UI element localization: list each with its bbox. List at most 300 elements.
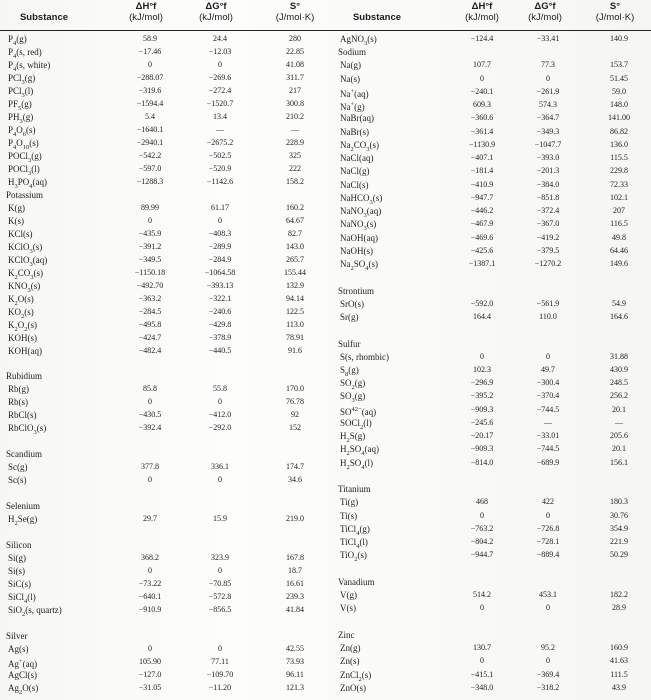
left-value-s: 210.2 (286, 111, 304, 121)
right-substance-name: ZnO(s) (340, 682, 366, 693)
left-value-dh: 29.7 (143, 514, 157, 524)
left-value-dg: −70.85 (208, 579, 232, 589)
left-value-s: 121.3 (286, 683, 304, 693)
left-value-dg: 15.9 (213, 514, 227, 524)
right-substance-name: NaCl(s) (340, 179, 369, 190)
right-value-s: 59.0 (612, 86, 626, 96)
left-value-s: 82.7 (288, 228, 302, 238)
left-substance-name: AgCl(s) (8, 670, 37, 681)
left-substance-name: KOH(s) (8, 332, 37, 343)
left-value-s: 22.85 (286, 46, 304, 56)
left-substance-name: Ag+(aq) (8, 658, 38, 670)
right-value-s: 149.6 (610, 259, 628, 269)
right-value-dg: 574.3 (539, 100, 557, 110)
left-value-dg: −408.3 (208, 228, 232, 238)
left-group-heading: Potassium (6, 189, 44, 200)
left-group-heading: Scandium (6, 449, 42, 460)
right-value-dg: −851.8 (536, 192, 560, 202)
right-substance-name: $S_8(g)$ (340, 365, 359, 378)
right-substance-name: $H_2SO_4(aq)$ (340, 444, 380, 458)
right-substance-name: S(s, rhombic) (340, 351, 389, 362)
left-value-dh: −288.07 (136, 72, 164, 82)
right-value-dh: −909.3 (470, 404, 494, 414)
right-value-s: 41.63 (610, 656, 628, 666)
right-substance-name: Zn(s) (340, 656, 360, 667)
right-value-dg: −318.2 (536, 682, 560, 692)
left-value-dh: −1640.1 (136, 124, 164, 134)
right-value-s: 430.9 (610, 365, 628, 374)
left-substance-name: PCl$_3$(l) (8, 85, 34, 99)
right-value-dh: 609.3 (473, 100, 491, 110)
right-substance-name: Ti(s) (340, 510, 358, 521)
left-substance-name: Rb(g) (8, 384, 29, 395)
left-value-s: 41.08 (286, 59, 304, 69)
right-value-s: 50.29 (610, 550, 628, 560)
left-value-s: 222 (289, 163, 301, 173)
left-group-heading: Silicon (6, 540, 32, 551)
right-value-dh: −407.1 (470, 153, 494, 163)
right-group-heading: Strontium (338, 285, 375, 296)
left-substance-name: $P_4(s$, red) (8, 46, 42, 60)
right-substance-name: $H_2S(g)$ (340, 431, 366, 444)
right-value-dg: 422 (542, 497, 554, 507)
left-group-heading: Selenium (6, 501, 40, 512)
left-value-dh: 0 (148, 566, 152, 576)
left-substance-name: $H_2Se(g)$ (8, 514, 38, 528)
right-value-dg: 0 (546, 603, 550, 613)
right-value-dg: −384.0 (536, 179, 560, 189)
right-substance-name: NaOH(aq) (340, 232, 378, 243)
right-group-heading: Sodium (338, 47, 367, 58)
left-substance-name: $P_4(s$, white) (8, 59, 51, 73)
right-value-dh: 0 (480, 351, 484, 361)
left-value-s: 325 (289, 150, 301, 160)
right-value-dh: −947.7 (470, 192, 494, 202)
left-value-dg: −378.9 (208, 332, 232, 342)
left-substance-name: $PF_5(g)$ (8, 98, 32, 112)
left-value-dg: 336.1 (211, 462, 229, 472)
right-substance-name: Na(g) (340, 60, 361, 71)
left-substance-name: SiC(s) (8, 579, 32, 590)
left-substance-name: SiO$_2$(s, quartz) (8, 605, 62, 618)
left-value-dh: 0 (148, 215, 152, 225)
left-value-dg: −284.9 (208, 254, 232, 264)
right-value-dg: −33.41 (536, 34, 560, 43)
right-value-dh: −763.2 (470, 523, 494, 533)
right-substance-name: NaOH(s) (340, 245, 373, 256)
right-value-dh: −592.0 (470, 298, 494, 308)
table-header (0, 0, 651, 31)
right-substance-name: TiCl$_4$(l) (340, 537, 368, 550)
right-value-s: 354.9 (610, 523, 628, 533)
right-value-dg: 77.3 (541, 60, 555, 70)
left-substance-name: Si(g) (8, 553, 26, 564)
right-value-s: 229.8 (610, 166, 628, 176)
left-group-heading: Rubidium (6, 371, 43, 382)
right-substance-name: $SO_3(g)$ (340, 391, 366, 405)
right-value-dh: 514.2 (473, 590, 491, 600)
left-value-dg: 55.8 (213, 384, 227, 394)
left-substance-name: Si(s) (8, 566, 26, 577)
substance-header-left: Substance (19, 12, 69, 23)
left-value-dg: −11.20 (208, 683, 232, 693)
right-value-s: 30.76 (610, 510, 628, 520)
left-value-dh: 368.2 (141, 553, 159, 563)
left-value-s: 76.78 (286, 397, 304, 407)
right-value-dg: −349.3 (536, 126, 560, 136)
left-substance-name: RbCl(s) (8, 410, 37, 421)
right-value-s: 51.45 (610, 73, 628, 83)
right-value-s: 207 (613, 206, 625, 216)
left-value-dg: 13.4 (213, 111, 227, 121)
left-substance-name: $H_3PO_4(aq)$ (8, 176, 48, 190)
left-value-s: 41.84 (286, 605, 304, 615)
left-value-dg: 0 (218, 566, 222, 576)
right-substance-name: V(g) (340, 590, 357, 601)
right-value-dh: 107.7 (473, 60, 491, 70)
left-group-heading: Silver (6, 631, 28, 642)
left-value-dh: −430.5 (138, 410, 162, 420)
right-group-heading: Vanadium (338, 576, 375, 587)
left-value-dh: 58.9 (143, 34, 157, 43)
left-value-s: 64.67 (286, 215, 304, 225)
right-substance-name: $SO_2(g)$ (340, 378, 366, 392)
left-value-dg: −240.6 (208, 306, 232, 316)
right-value-dh: −469.6 (470, 232, 494, 242)
left-value-s: 170.0 (286, 384, 304, 394)
right-value-dg: −393.0 (536, 153, 560, 163)
right-substance-name: TiO$_2$(s) (340, 550, 367, 564)
left-value-dh: −1150.18 (134, 267, 166, 277)
left-value-dh: −319.6 (138, 85, 162, 95)
left-value-dg: 0 (218, 644, 222, 654)
left-value-dg: −1064.58 (204, 267, 236, 277)
left-substance-name: $K_2O(s)$ (8, 293, 34, 307)
right-value-s: 182.2 (610, 590, 628, 600)
left-value-s: 174.7 (286, 462, 304, 472)
left-value-dg: −12.03 (208, 46, 232, 56)
left-value-dh: −73.22 (138, 579, 162, 589)
left-value-dh: 89.99 (141, 202, 159, 212)
right-value-dg: −1047.7 (534, 139, 562, 149)
left-value-dg: −322.1 (208, 293, 232, 303)
left-value-s: 94.14 (286, 293, 304, 303)
right-value-s: 256.2 (610, 391, 628, 401)
right-substance-name: Na+(aq) (340, 87, 369, 99)
left-value-dg: 24.4 (213, 34, 227, 43)
right-value-s: 160.9 (610, 643, 628, 653)
right-value-dg: −561.9 (536, 298, 560, 308)
left-value-s: 92 (291, 410, 299, 420)
right-value-dg: −367.0 (536, 219, 560, 229)
left-value-dh: 0 (148, 475, 152, 485)
right-value-dh: 468 (476, 497, 488, 507)
left-value-dh: 85.8 (143, 384, 157, 394)
left-value-dg: −429.8 (208, 319, 232, 329)
left-value-dh: 0 (148, 644, 152, 654)
left-value-dh: 0 (148, 59, 152, 69)
right-value-s: 115.5 (610, 153, 628, 163)
right-value-s: 31.88 (610, 351, 628, 361)
left-value-s: 18.7 (288, 566, 302, 576)
right-value-s: 205.6 (610, 431, 628, 441)
left-value-s: 155.44 (284, 267, 306, 277)
left-value-s: 280 (289, 34, 301, 43)
right-value-dg: — (544, 417, 552, 427)
left-value-s: — (291, 124, 299, 134)
left-value-dh: −31.05 (138, 683, 162, 693)
left-substance-name: $K_2CO_3(s)$ (8, 267, 44, 281)
left-substance-name: Sc(g) (8, 462, 28, 473)
right-substance-name: NaCl(g) (340, 166, 370, 177)
right-value-dg: −744.5 (536, 444, 560, 454)
left-value-s: 217 (289, 85, 301, 95)
left-substance-name: $PH_3(g)$ (8, 111, 34, 125)
left-value-dh: −349.5 (138, 254, 162, 264)
left-value-dg: — (216, 124, 224, 134)
right-value-dh: −410.9 (470, 179, 494, 189)
right-value-dg: −201.3 (536, 166, 560, 176)
left-substance-name: POCl$_3$(l) (8, 163, 40, 177)
left-value-s: 152 (289, 423, 301, 433)
right-value-s: 49.8 (612, 232, 626, 242)
right-value-dg: −744.5 (536, 404, 560, 414)
left-value-s: 228.9 (286, 137, 304, 147)
right-group-heading: Titanium (338, 484, 371, 495)
right-value-s: 20.1 (612, 444, 626, 454)
left-substance-name: POCl$_3$(g) (8, 150, 42, 164)
left-substance-name: $KO_2(s)$ (8, 306, 34, 320)
right-value-dh: 164.4 (473, 312, 491, 322)
left-value-dg: 0 (218, 215, 222, 225)
left-value-dg: −520.9 (208, 163, 232, 173)
right-substance-name: Na(s) (340, 73, 360, 84)
right-value-s: 111.5 (610, 669, 628, 679)
left-value-dg: −289.9 (208, 241, 232, 251)
right-substance-name: ZnCl$_2$(s) (340, 669, 372, 683)
left-value-s: 42.55 (286, 644, 304, 654)
right-value-s: 64.46 (610, 245, 628, 255)
left-value-s: 78.91 (286, 332, 304, 342)
right-value-dh: −804.2 (470, 537, 494, 547)
right-value-s: 180.3 (610, 497, 628, 507)
left-value-dh: −127.0 (138, 670, 162, 680)
right-value-s: — (615, 417, 623, 427)
right-value-dh: −348.0 (470, 682, 494, 692)
left-value-s: 167.8 (286, 553, 304, 563)
left-value-dg: −393.13 (206, 280, 234, 290)
right-value-dg: −300.4 (536, 378, 560, 388)
right-substance-name: NaBr(s) (340, 126, 369, 137)
left-value-dg: −269.6 (208, 72, 232, 82)
left-value-dg: −2675.2 (206, 137, 234, 147)
right-value-dg: 49.7 (541, 365, 555, 374)
left-substance-name: K(s) (8, 215, 24, 226)
right-substance-name: AgNO$_3$(s) (340, 34, 377, 47)
left-value-dh: −495.8 (138, 319, 162, 329)
left-substance-name: $Ag_2O(s)$ (8, 683, 39, 696)
right-substance-name: $Na_2CO_3(s)$ (340, 139, 380, 153)
left-value-s: 132.9 (286, 280, 304, 290)
left-value-dg: −1142.6 (206, 176, 234, 186)
right-value-dh: −181.4 (470, 166, 494, 176)
left-value-s: 113.0 (286, 319, 304, 329)
left-value-dh: −492.70 (136, 280, 164, 290)
right-value-s: 86.82 (610, 126, 628, 136)
right-substance-name: $H_2SO_4(l)$ (340, 457, 374, 471)
left-value-dh: −597.0 (138, 163, 162, 173)
right-value-dg: −370.4 (536, 391, 560, 401)
left-substance-name: $K_2O_2(s)$ (8, 319, 37, 333)
right-value-s: 136.0 (610, 139, 628, 149)
left-value-dg: −412.0 (208, 410, 232, 420)
dg-header-left: ΔG°f (kJ/mol) (199, 1, 233, 23)
right-value-dg: −1270.2 (534, 259, 562, 269)
right-value-dg: 453.1 (539, 590, 557, 600)
right-value-dh: 0 (480, 603, 484, 613)
right-substance-name: NaNO$_3$(s) (340, 219, 377, 233)
left-value-s: 300.8 (286, 98, 304, 108)
right-substance-name: $SO^{42-}(aq)$ (340, 405, 377, 417)
left-value-dh: −2940.1 (136, 137, 164, 147)
right-value-dg: 0 (546, 510, 550, 520)
left-substance-name: Sc(s) (8, 475, 27, 486)
left-value-dg: 0 (218, 475, 222, 485)
right-value-s: 140.9 (610, 34, 628, 43)
left-substance-name: $P_4O_{10}(s)$ (8, 137, 39, 151)
dg-header-right: ΔG°f (kJ/mol) (528, 1, 562, 23)
left-value-s: 143.0 (286, 241, 304, 251)
left-value-dg: −502.5 (208, 150, 232, 160)
right-value-s: 153.7 (610, 60, 628, 70)
right-value-dg: 0 (546, 73, 550, 83)
left-value-dg: −109.70 (206, 670, 234, 680)
right-group-heading: Zinc (338, 629, 355, 640)
right-substance-name: Ti(g) (340, 497, 359, 508)
right-substance-name: SrO(s) (340, 298, 364, 309)
left-substance-name: PCl$_3$(g) (8, 72, 36, 86)
right-value-s: 156.1 (610, 457, 628, 467)
right-value-dh: 102.3 (473, 365, 491, 374)
right-substance-name: NaCl(aq) (340, 153, 374, 164)
substance-header-right: Substance (352, 12, 402, 23)
right-value-dg: −364.7 (536, 113, 560, 123)
left-substance-name: $P_4(g)$ (8, 34, 27, 47)
right-value-dh: 0 (480, 73, 484, 83)
left-value-dh: 105.90 (139, 657, 161, 667)
right-value-s: 148.0 (610, 100, 628, 110)
right-value-dg: 0 (546, 351, 550, 361)
left-value-dh: 0 (148, 397, 152, 407)
right-value-s: 72.33 (610, 179, 628, 189)
right-value-dh: −245.6 (470, 417, 494, 427)
left-value-dg: 323.9 (211, 553, 229, 563)
left-value-dh: −482.4 (138, 345, 162, 355)
right-value-dh: −1387.1 (468, 259, 496, 269)
left-substance-name: $KNO_3(s)$ (8, 280, 41, 294)
right-value-dh: −1130.9 (468, 139, 496, 149)
left-substance-name: K(g) (8, 202, 25, 213)
left-value-dh: 5.4 (145, 111, 155, 121)
right-value-s: 20.1 (612, 404, 626, 414)
left-substance-name: Rb(s) (8, 397, 28, 408)
left-substance-name: SiCl$_4$(l) (8, 592, 36, 605)
right-value-dh: −124.4 (470, 34, 494, 43)
left-value-dg: −272.4 (208, 85, 232, 95)
right-substance-name: TiCl$_4$(g) (340, 523, 370, 537)
right-value-s: 221.9 (610, 537, 628, 547)
left-value-dh: −363.2 (138, 293, 162, 303)
right-value-dh: −240.1 (470, 86, 494, 96)
right-value-s: 54.9 (612, 298, 626, 308)
left-substance-name: KOH(aq) (8, 345, 42, 356)
right-value-dg: −689.9 (536, 457, 560, 467)
right-substance-name: NaBr(aq) (340, 113, 374, 124)
left-value-s: 158.2 (286, 176, 304, 186)
left-value-dh: −392.4 (138, 423, 162, 433)
right-substance-name: V(s) (340, 603, 356, 614)
left-value-dh: −391.2 (138, 241, 162, 251)
right-substance-name: SOCl$_2$(l) (340, 417, 372, 431)
right-value-dg: −728.1 (536, 537, 560, 547)
s-header-left: S° (J/mol·K) (275, 1, 315, 23)
left-value-dg: −292.0 (208, 423, 232, 433)
left-substance-name: KClO$_3$(s) (8, 241, 43, 255)
left-value-dh: −424.7 (138, 332, 162, 342)
left-value-dg: 77.11 (211, 657, 229, 667)
left-substance-name: KCl(s) (8, 228, 33, 239)
right-value-dh: −360.6 (470, 113, 494, 123)
dh-header-right: ΔH°f (kJ/mol) (465, 1, 499, 23)
left-value-dg: 0 (218, 59, 222, 69)
right-value-dh: −415.1 (470, 669, 494, 679)
right-value-dg: 0 (546, 656, 550, 666)
right-value-s: 28.9 (612, 603, 626, 613)
left-value-dg: −856.5 (208, 605, 232, 615)
left-value-dh: −542.2 (138, 150, 162, 160)
right-substance-name: NaNO$_3$(aq) (340, 206, 382, 219)
right-value-dh: −20.17 (470, 431, 494, 441)
left-value-dg: −572.8 (208, 592, 232, 602)
right-value-dh: −361.4 (470, 126, 494, 136)
s-header-right: S° (J/mol·K) (595, 1, 635, 23)
right-value-dh: 0 (480, 510, 484, 520)
right-value-dh: −395.2 (470, 391, 494, 401)
right-value-s: 248.5 (610, 378, 628, 388)
left-value-dh: −640.1 (138, 592, 162, 602)
left-value-dg: 61.17 (211, 202, 229, 212)
right-value-dg: −261.9 (536, 86, 560, 96)
right-value-dg: −889.4 (536, 550, 560, 560)
left-value-s: 91.6 (288, 345, 302, 355)
right-value-s: 141.00 (608, 113, 630, 123)
left-value-dg: 0 (218, 397, 222, 407)
right-value-dh: −814.0 (470, 457, 494, 467)
left-value-s: 160.2 (286, 202, 304, 212)
right-substance-name: $Na_2SO_4(s)$ (340, 259, 379, 272)
right-value-dh: −909.3 (470, 444, 494, 454)
right-value-dh: −446.2 (470, 206, 494, 216)
right-value-dh: −944.7 (470, 550, 494, 560)
left-value-s: 122.5 (286, 306, 304, 316)
right-substance-name: Zn(g) (340, 643, 361, 654)
left-substance-name: Ag(s) (8, 644, 29, 655)
right-value-dg: −372.4 (536, 206, 560, 216)
right-value-dg: 110.0 (539, 312, 557, 322)
right-value-dg: 95.2 (541, 643, 555, 653)
left-value-s: 239.3 (286, 592, 304, 602)
right-group-heading: Sulfur (338, 338, 361, 349)
